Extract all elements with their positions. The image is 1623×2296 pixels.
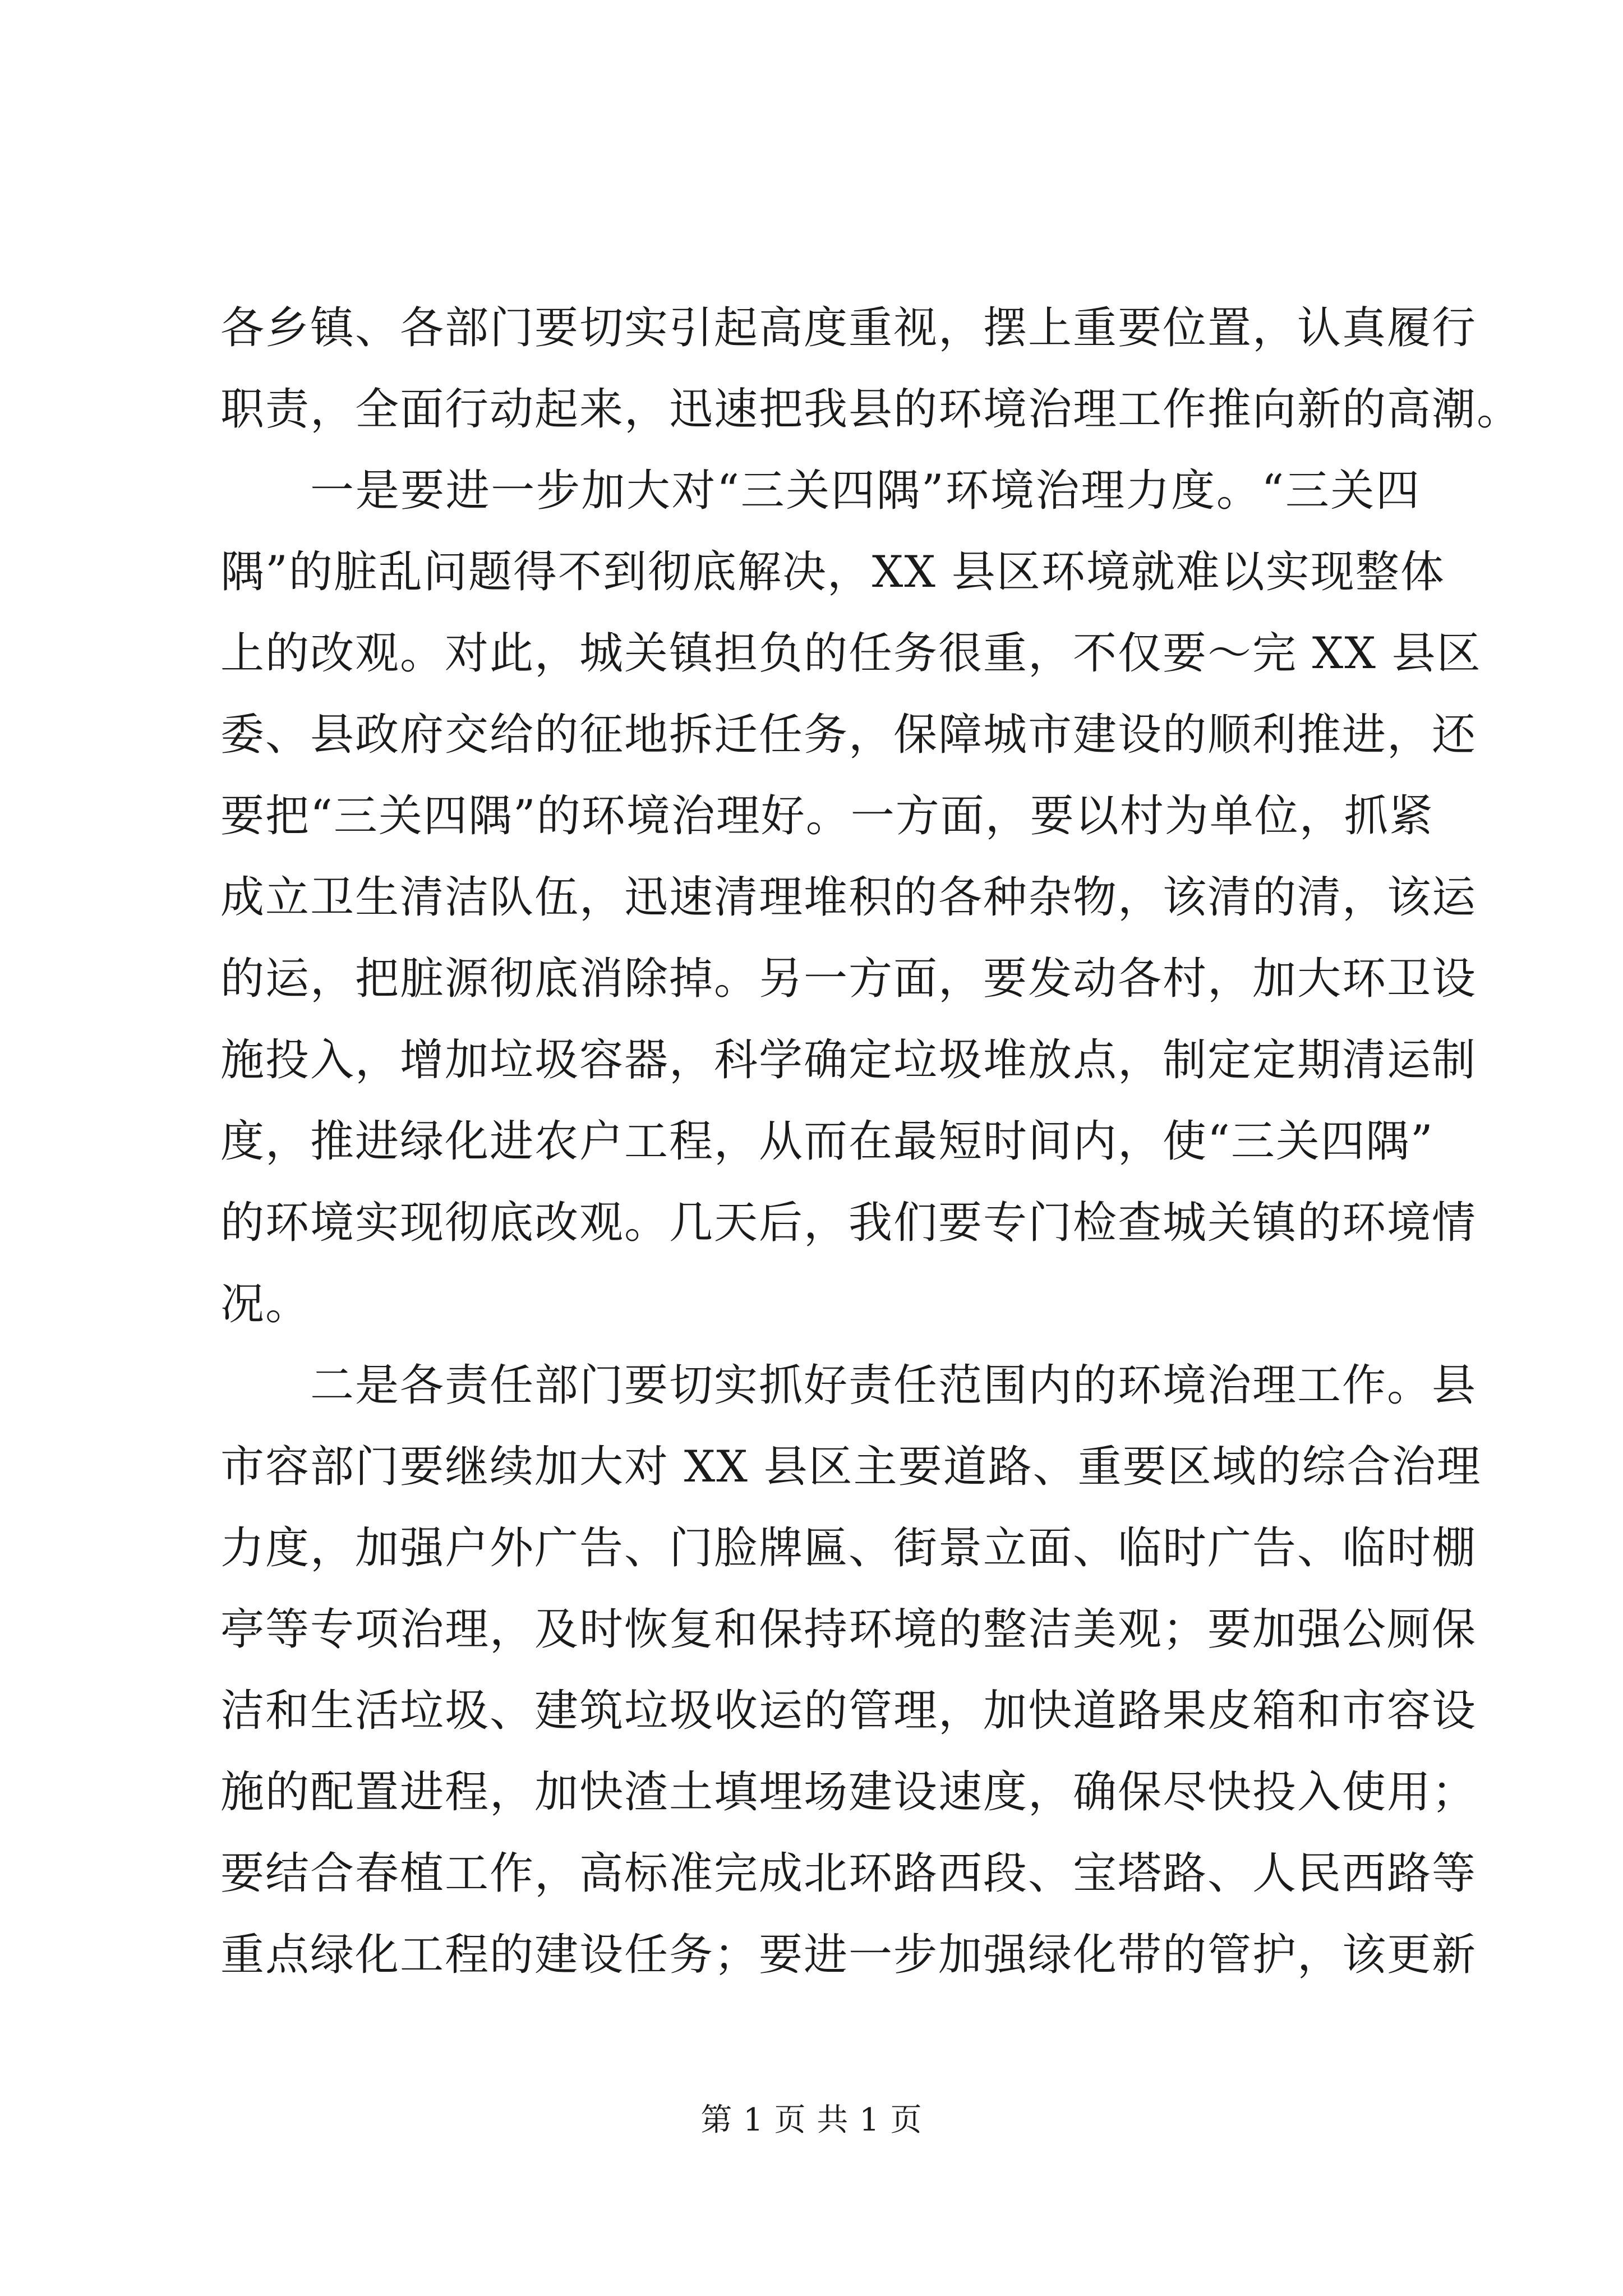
text-line: 要结合春植工作，高标准完成北环路西段、宝塔路、人民西路等 — [220, 1848, 1477, 1899]
text-line: 重点绿化工程的建设任务；要进一步加强绿化带的管护，该更新 — [220, 1930, 1477, 1980]
text-line: 的运，把脏源彻底消除掉。另一方面，要发动各村，加大环卫设 — [220, 954, 1477, 1004]
text-line: 度，推进绿化进农户工程，从而在最短时间内，使“三关四隅” — [220, 1116, 1434, 1167]
text-line: 施投入，增加垃圾容器，科学确定垃圾堆放点，制定定期清运制 — [220, 1035, 1477, 1085]
text-line: 施的配置进程，加快渣土填埋场建设速度，确保尽快投入使用； — [220, 1767, 1477, 1818]
text-line: 亭等专项治理，及时恢复和保持环境的整洁美观；要加强公厕保 — [220, 1604, 1477, 1655]
text-line: 的环境实现彻底改观。几天后，我们要专门检查城关镇的环境情 — [220, 1198, 1477, 1248]
page-footer — [0, 2101, 1623, 2140]
paragraph-first-line: 二是各责任部门要切实抓好责任范围内的环境治理工作。县 — [310, 1360, 1477, 1411]
text-line: 职责，全面行动起来，迅速把我县的环境治理工作推向新的高潮。 — [220, 384, 1522, 435]
text-line: 市容部门要继续加大对 XX 县区主要道路、重要区域的综合治理 — [220, 1442, 1482, 1492]
text-line: 各乡镇、各部门要切实引起高度重视，摆上重要位置，认真履行 — [220, 303, 1477, 353]
text-line: 力度，加强户外广告、门脸牌匾、街景立面、临时广告、临时棚 — [220, 1523, 1477, 1573]
paragraph-last-line: 况。 — [220, 1279, 311, 1329]
text-line: 隅”的脏乱问题得不到彻底解决，XX 县区环境就难以实现整体 — [220, 547, 1445, 597]
body-text — [220, 288, 1522, 1996]
page-number-label: 第 1 页 共 1 页 — [700, 2102, 923, 2138]
text-line: 洁和生活垃圾、建筑垃圾收运的管理，加快道路果皮箱和市容设 — [220, 1686, 1477, 1736]
text-line: 要把“三关四隅”的环境治理好。一方面，要以村为单位，抓紧 — [220, 791, 1434, 841]
text-line: 成立卫生清洁队伍，迅速清理堆积的各种杂物，该清的清，该运 — [220, 872, 1477, 923]
text-line: 委、县政府交给的征地拆迁任务，保障城市建设的顺利推进，还 — [220, 710, 1477, 760]
paragraph-first-line: 一是要进一步加大对“三关四隅”环境治理力度。“三关四 — [310, 466, 1421, 516]
text-line: 上的改观。对此，城关镇担负的任务很重，不仅要～完 XX 县区 — [220, 628, 1482, 679]
